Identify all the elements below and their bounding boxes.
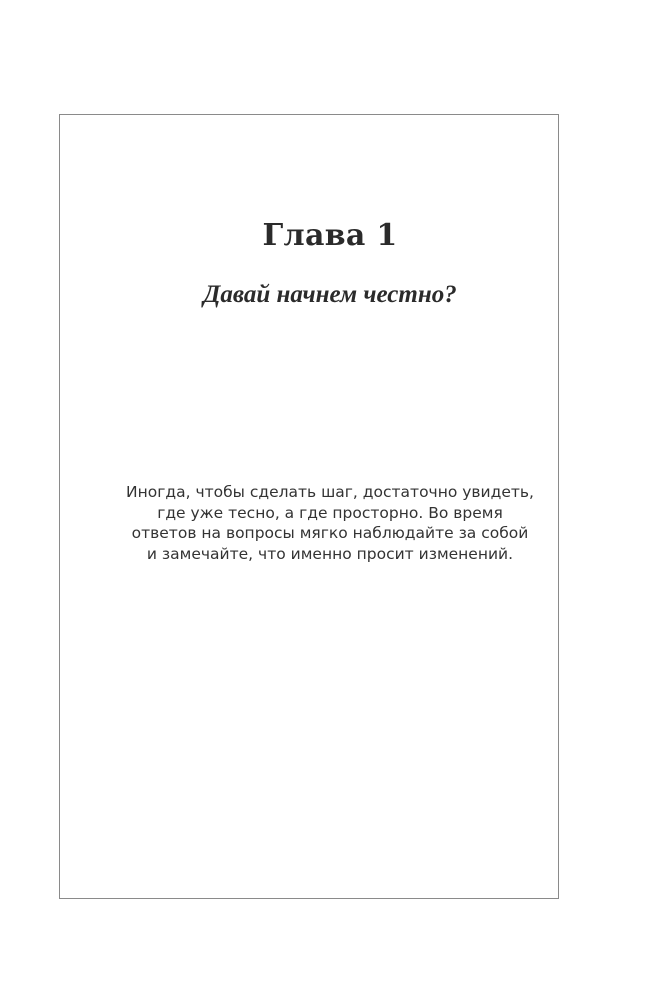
- intro-line: ответов на вопросы мягко наблюдайте за собой: [131, 524, 529, 542]
- chapter-title: Глава 1: [262, 218, 398, 253]
- intro-line: где уже тесно, а где просторно. Во время: [157, 503, 503, 522]
- intro-line: Иногда, чтобы сделать шаг, достаточно увидеть,: [126, 483, 534, 501]
- chapter-subtitle: Давай начнем честно?: [203, 281, 457, 308]
- intro-line: и замечайте, что именно просит изменений.: [146, 544, 514, 563]
- intro-paragraph: [0, 482, 660, 564]
